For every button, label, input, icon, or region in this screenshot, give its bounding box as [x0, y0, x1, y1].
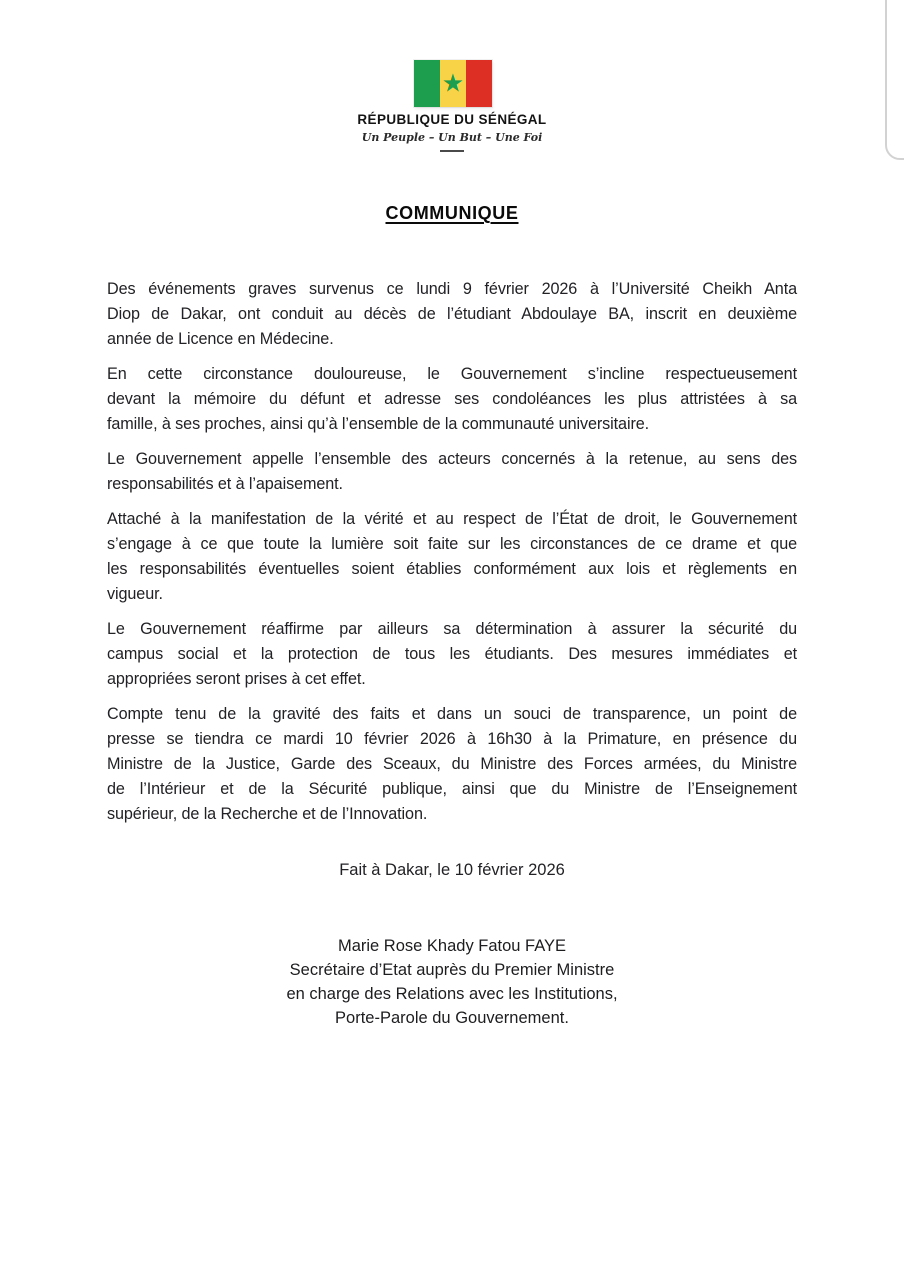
- paragraph-line: Compte tenu de la gravité des faits et dans un souci de transparence, un point de: [107, 705, 797, 723]
- paragraph-line: Des événements graves survenus ce lundi 9 février 2026 à l’Université Cheikh Anta: [107, 280, 797, 298]
- paragraph-line: devant la mémoire du défunt et adresse ses condoléances les plus attristées à sa: [107, 390, 797, 408]
- flag-star-icon: ★: [441, 68, 465, 97]
- paragraph-line: campus social et la protection de tous les étudiants. Des mesures immédiates et: [107, 645, 797, 663]
- paragraph-line: les responsabilités éventuelles soient établies conformément aux lois et règlements en: [107, 560, 797, 578]
- paragraph-line: Attaché à la manifestation de la vérité et au respect de l’État de droit, le Gouvernement: [107, 510, 797, 528]
- signature-block: [0, 934, 904, 1030]
- paragraph-line: Diop de Dakar, ont conduit au décès de l’étudiant Abdoulaye BA, inscrit en deuxième: [107, 305, 797, 323]
- signature-line: Marie Rose Khady Fatou FAYE: [337, 937, 567, 955]
- paragraph-line: Le Gouvernement réaffirme par ailleurs sa détermination à assurer la sécurité du: [107, 620, 797, 638]
- flag-red-band: [466, 60, 492, 107]
- paragraph-line: supérieur, de la Recherche et de l’Innovation.: [107, 805, 428, 823]
- paragraph-line: de l’Intérieur et de la Sécurité publique, ainsi que du Ministre de l’Enseignement: [107, 780, 797, 798]
- country-name: RÉPUBLIQUE DU SÉNÉGAL: [357, 112, 547, 127]
- paragraph-line: appropriées seront prises à cet effet.: [107, 670, 366, 688]
- senegal-flag: [414, 60, 492, 107]
- paragraph-line: s’engage à ce que toute la lumière soit faite sur les circonstances de ce drame et que: [107, 535, 797, 553]
- signature-line: Secrétaire d’Etat auprès du Premier Ministre: [289, 961, 615, 979]
- body-paragraphs: [107, 277, 797, 837]
- paragraph-line: Ministre de la Justice, Garde des Sceaux, du Ministre des Forces armées, du Ministre: [107, 755, 797, 773]
- paragraph: [107, 507, 797, 607]
- signature-line: Porte-Parole du Gouvernement.: [335, 1009, 569, 1027]
- paragraph-line: Le Gouvernement appelle l’ensemble des acteurs concernés à la retenue, au sens des: [107, 450, 797, 468]
- paragraph: [107, 447, 797, 497]
- paragraph-line: responsabilités et à l’apaisement.: [107, 475, 343, 493]
- paragraph-line: famille, à ses proches, ainsi qu’à l’ensemble de la communauté universitaire.: [107, 415, 650, 433]
- paragraph: [107, 702, 797, 827]
- paragraph: [107, 277, 797, 352]
- motto-underline: [440, 150, 464, 152]
- paragraph-line: En cette circonstance douloureuse, le Gouvernement s’incline respectueusement: [107, 365, 797, 383]
- paragraph-line: année de Licence en Médecine.: [107, 330, 334, 348]
- paragraph-line: vigueur.: [107, 585, 163, 603]
- flag-green-band: [414, 60, 440, 107]
- paragraph: [107, 362, 797, 437]
- signature-line: en charge des Relations avec les Institutions,: [286, 985, 618, 1003]
- document-title: COMMUNIQUE: [385, 203, 519, 223]
- paragraph: [107, 617, 797, 692]
- scrollbar-thumb[interactable]: [885, 0, 904, 160]
- flag-yellow-band: [440, 60, 466, 107]
- paragraph-line: presse se tiendra ce mardi 10 février 2026 à 16h30 à la Primature, en présence du: [107, 730, 797, 748]
- dateline: Fait à Dakar, le 10 février 2026: [339, 861, 565, 879]
- motto: Un Peuple – Un But – Une Foi: [361, 131, 543, 144]
